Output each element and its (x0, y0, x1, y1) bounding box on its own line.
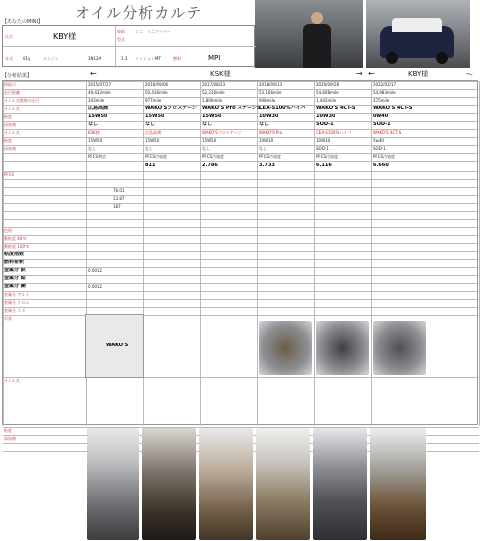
grid-hline (3, 121, 479, 122)
prev-viscosity: 15W50 (88, 138, 103, 143)
oil-name: 広島高潤 (88, 106, 109, 111)
name-value: KBY様 (53, 32, 77, 41)
grid-hline (3, 243, 479, 244)
oil-filter-photo-4 (256, 428, 310, 540)
grid-hline (3, 283, 479, 284)
row-label: 添加剤 (4, 146, 16, 151)
prev-additive: なし (259, 146, 267, 151)
oil-name: WAKO'S 4CT-S (316, 106, 356, 111)
mission-value: MT (155, 56, 161, 61)
sample-date: 2016/09/06 (145, 82, 169, 87)
viscosity: 15W50 (88, 114, 108, 119)
person-photo (255, 0, 363, 68)
prev-viscosity: 15W50 (145, 138, 160, 143)
interval: 1,800mile (202, 98, 223, 103)
grid-hline (3, 113, 479, 114)
model-label: 型式 (117, 37, 125, 42)
owner-right: KBY様 (408, 70, 429, 78)
prev-viscosity: 15W50 (202, 138, 217, 143)
prev-oil: KSK様 (88, 130, 100, 135)
sample-date: 2015/07/27 (88, 82, 112, 87)
oil-filter-photo-6 (370, 428, 426, 540)
grid-hline (3, 235, 479, 236)
oil-name: WAKO'S Pro ステージS (202, 106, 261, 111)
row-label: 金属分 スズ (4, 308, 26, 313)
row-label: 色相 (4, 228, 12, 233)
oil-filter-photo-1 (87, 428, 139, 540)
vehicle-value: ミニ ミニクーパー (135, 29, 171, 34)
interval: 343mile (88, 98, 105, 103)
prev-oil: WAKO'S Pro (259, 130, 283, 135)
additive: なし (145, 122, 156, 127)
name-label: 氏名 (5, 34, 13, 39)
arrow-left-2: ← (368, 69, 375, 78)
pfcs-label: PFCS汚染度 (145, 154, 168, 159)
grid-hline (3, 377, 479, 378)
engine-label: エンジン (43, 56, 59, 61)
pfcs-value: 2.786 (202, 163, 218, 168)
interval: 375mile (373, 98, 390, 103)
row-label: PFCS (4, 172, 15, 177)
grid-hline (3, 187, 479, 188)
pfcs-label: PFCS判定 (88, 154, 107, 159)
oil-filter-photo-5 (313, 428, 367, 540)
grid-vline (200, 81, 201, 426)
oil-name: WAKO'S 4CT-S (373, 106, 413, 111)
row-label: 粘度 (4, 114, 12, 119)
grid-vline (314, 81, 315, 426)
oil-name: CEX-S100%ハイパ (259, 106, 306, 111)
row-label: 金属分 アルミ (4, 292, 30, 297)
interval: 1,442mile (316, 98, 337, 103)
grid-hline (3, 171, 479, 172)
mileage: 53,166mile (259, 90, 282, 95)
viscosity: 0w40 (373, 114, 389, 119)
additive: なし (88, 122, 99, 127)
tilde: 〜 (465, 70, 473, 79)
row-label: オイル名 (4, 378, 20, 383)
grid-hline (3, 179, 479, 180)
grid-hline (3, 299, 479, 300)
row-label: 写真 (4, 316, 12, 321)
additive: なし (259, 122, 270, 127)
oil-filter-photo-2 (142, 428, 196, 540)
sample-date: 2017/08/23 (202, 82, 226, 87)
results-section-label: 【分析結果】 (2, 73, 33, 79)
row-label: 金属分 クロム (4, 300, 30, 305)
arrow-right: → (356, 69, 363, 78)
oil-name: WAKO'Sプロステージ (145, 106, 197, 111)
fuel-label: 燃料 (173, 56, 181, 61)
prev-additive: なし (202, 146, 210, 151)
pfcs-label: PFCS汚染度 (316, 154, 339, 159)
vehicle-label: 車両 (117, 29, 125, 34)
sample-cup-photo (316, 321, 369, 375)
displacement-value: 1.3 (121, 56, 128, 61)
mission-label: ミッション (135, 56, 155, 61)
mileage: 54,983mile (373, 90, 396, 95)
prev-viscosity: 10W30 (316, 138, 331, 143)
grid-hline (3, 81, 479, 82)
fuel-value: MPI (208, 54, 221, 62)
sample-date: 2022/02/17 (373, 82, 397, 87)
grid-hline (3, 145, 479, 146)
grid-hline (3, 195, 479, 196)
copper-value: 0.0012 (88, 284, 102, 289)
grid-hline (3, 137, 479, 138)
pfcs-value: 811 (145, 163, 156, 168)
pfcs-value: 3.733 (259, 163, 275, 168)
measure-value: 13.87 (113, 196, 125, 201)
row-label: 金属分 鉛 (4, 276, 26, 281)
grid-hline (3, 97, 479, 98)
grid-hline (3, 267, 479, 268)
viscosity: 15W50 (202, 114, 222, 119)
grid-hline (3, 203, 479, 204)
prev-additive: SOD-1 (373, 146, 386, 151)
grid-hline (3, 275, 479, 276)
row-label: 金属分 鉄 (4, 268, 26, 273)
additive: SOD-1 (316, 122, 334, 127)
row-label: 粘度 (4, 138, 12, 143)
row-label: 粘度 (4, 428, 12, 433)
row-label: オイル交換毎の走行 (4, 98, 40, 103)
interval: 948mile (259, 98, 276, 103)
grid-vline (143, 81, 144, 426)
mileage: 50,416mile (145, 90, 168, 95)
prev-oil: WAKO'S 4CT-S (373, 130, 402, 135)
viscosity: 10W30 (316, 114, 336, 119)
measure-value: 187 (113, 204, 121, 209)
additive: なし (202, 122, 213, 127)
grid-vline (479, 81, 480, 426)
prev-oil: 広島高潤 (145, 130, 161, 135)
row-label: 動粘度 100℃ (4, 244, 30, 249)
pfcs-value: 6.116 (316, 163, 332, 168)
measure-value: 76.01 (113, 188, 125, 193)
photo-note: WAKO'S (106, 343, 129, 348)
prev-additive: なし (145, 146, 153, 151)
row-label: オイル名 (4, 130, 20, 135)
car-photo (366, 0, 470, 68)
oil-filter-photo-3 (199, 428, 253, 540)
iron-value: 0.0012 (88, 268, 102, 273)
grid-vline (371, 81, 372, 426)
sample-cup-photo (373, 321, 426, 375)
info-table (2, 25, 255, 67)
row-label: オイル名 (4, 106, 20, 111)
additive: SOD-1 (373, 122, 391, 127)
pfcs-label: PFCS汚染度 (373, 154, 396, 159)
prev-oil: WAKO'Sプロステージ (202, 130, 242, 135)
viscosity: 10W30 (259, 114, 279, 119)
row-label: 金属分 銅 (4, 284, 26, 289)
arrow-left: ← (90, 69, 97, 78)
prev-viscosity: 10W30 (259, 138, 274, 143)
row-label: 添加剤 (4, 436, 16, 441)
info-section-label: 【あなたのMINI】 (2, 19, 44, 25)
owner-mid: KSK様 (210, 70, 231, 78)
engine-value: 3N12A (88, 56, 102, 61)
pfcs-label: PFCS汚染度 (259, 154, 282, 159)
grid-hline (3, 153, 479, 154)
prev-oil: CEX-S100%ハイパ (316, 130, 352, 135)
grid-hline (3, 315, 479, 316)
row-label: 添加剤 (4, 122, 16, 127)
grid-hline (3, 161, 479, 162)
grid-hline (3, 89, 479, 90)
viscosity: 15W50 (145, 114, 165, 119)
grid-hline (3, 211, 479, 212)
row-label: 動粘度 40℃ (4, 236, 27, 241)
prev-viscosity: 5w40 (373, 138, 384, 143)
page-title: オイル分析カルテ (75, 4, 203, 22)
sample-date: 2020/09/28 (316, 82, 340, 87)
sample-cup-photo (259, 321, 312, 375)
row-label: 走行距離 (4, 90, 20, 95)
grid-hline (3, 259, 479, 260)
interval: 977mile (145, 98, 162, 103)
row-label: 燃料希釈 (4, 260, 25, 265)
row-label: 粘度指数 (4, 252, 25, 257)
grid-vline (257, 81, 258, 426)
grid-hline (3, 307, 479, 308)
sample-date: 2018/09/13 (259, 82, 283, 87)
mileage: 52,216mile (202, 90, 225, 95)
year-label: 年式 (5, 56, 13, 61)
grid-hline (3, 251, 479, 252)
row-label: 採取日 (4, 82, 16, 87)
pfcs-label: PFCS汚染度 (202, 154, 225, 159)
results-table (2, 80, 478, 441)
pfcs-value: 6.660 (373, 163, 389, 168)
grid-hline (3, 219, 479, 220)
mileage: 49,432mile (88, 90, 111, 95)
mileage: 54,608mile (316, 90, 339, 95)
prev-additive: SOD-1 (316, 146, 329, 151)
year-value: 01y (23, 56, 31, 61)
prev-additive: なし (88, 146, 96, 151)
grid-hline (3, 291, 479, 292)
grid-hline (3, 227, 479, 228)
